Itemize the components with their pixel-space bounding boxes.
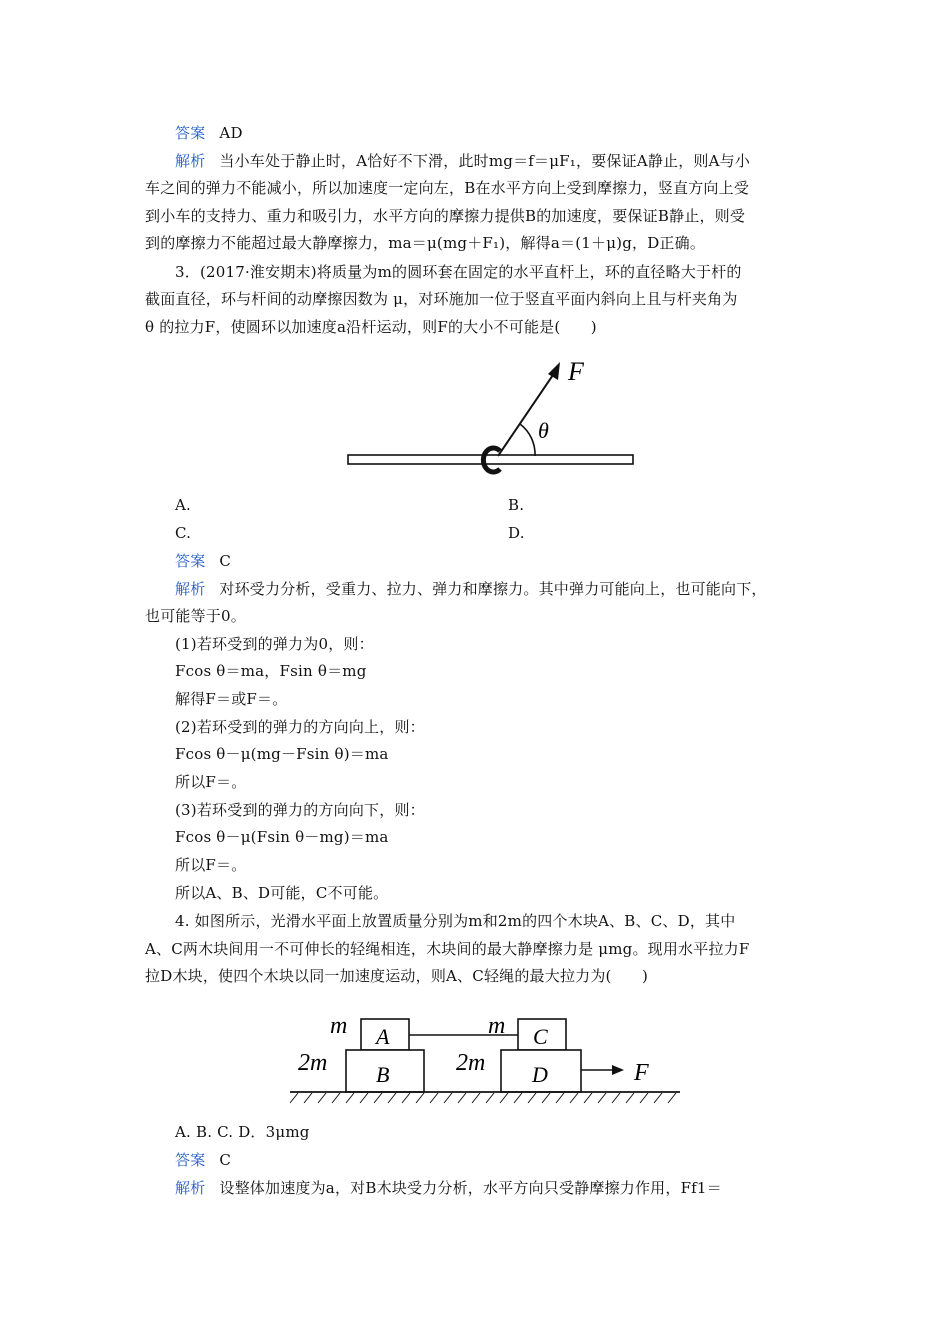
- q3-stem-line-1: 3．(2017·淮安期末)将质量为m的圆环套在固定的水平直杆上，环的直径略大于杆的: [175, 263, 742, 281]
- q3-step-8: Fcos θ－μ(Fsin θ－mg)＝ma: [175, 828, 389, 846]
- q3-figure: [330, 350, 650, 490]
- q3-step-10: 所以A、B、D可能，C不可能。: [175, 884, 389, 902]
- q2-analysis-line-2: 车之间的弹力不能减小，所以加速度一定向左，B在水平方向上受到摩擦力，竖直方向上受: [145, 179, 750, 197]
- q2-answer-line: [175, 123, 825, 143]
- option-d: D.: [508, 524, 525, 542]
- q4-stem-line-2: A、C两木块间用一不可伸长的轻绳相连，木块间的最大静摩擦力是 μmg。现用水平拉力F: [145, 940, 750, 958]
- block-label-b: B: [376, 1062, 390, 1087]
- q4-figure: [290, 1000, 690, 1115]
- q4-analysis-line-1: [175, 1178, 825, 1198]
- block-label-d: D: [532, 1062, 548, 1087]
- analysis-label: 解析: [175, 152, 206, 170]
- q3-step-4: (2)若环受到的弹力的方向向上，则：: [175, 718, 425, 736]
- q3-step-5: Fcos θ－μ(mg－Fsin θ)＝ma: [175, 745, 389, 763]
- pull-force-label: F: [634, 1060, 649, 1086]
- q4-options: A. B. C. D．3μmg: [175, 1123, 310, 1141]
- answer-label: 答案: [175, 124, 206, 142]
- horizontal-rod: [348, 455, 633, 464]
- q3-step-2: Fcos θ＝ma，Fsin θ＝mg: [175, 662, 367, 680]
- q3-step-9: 所以F＝。: [175, 856, 247, 874]
- q3-stem-line-3: θ 的拉力F，使圆环以加速度a沿杆运动，则F的大小不可能是( ): [145, 318, 597, 336]
- angle-arc: [520, 424, 535, 456]
- q2-analysis-line-1: [175, 151, 825, 171]
- angle-label: θ: [538, 418, 549, 443]
- q2-analysis-line-3: 到小车的支持力、重力和吸引力，水平方向的摩擦力提供B的加速度，要保证B静止，则受: [145, 207, 746, 225]
- q4-answer-line: [175, 1150, 825, 1170]
- mass-label-a: m: [330, 1013, 348, 1039]
- q3-analysis-line-1: [175, 579, 825, 599]
- q2-analysis-line-4: 到的摩擦力不能超过最大静摩擦力，ma＝μ(mg＋F₁)，解得a＝(1＋μ)g，D正确。: [145, 234, 706, 252]
- option-b: B.: [508, 496, 525, 514]
- q3-step-7: (3)若环受到的弹力的方向向下，则：: [175, 801, 425, 819]
- answer-label: 答案: [175, 552, 206, 570]
- mass-label-d: 2m: [456, 1050, 486, 1076]
- q3-answer-line: [175, 551, 825, 571]
- q3-analysis-line-2: 也可能等于0。: [145, 607, 246, 625]
- force-arrowhead-icon: [548, 362, 560, 380]
- q4-stem-line-1: 4. 如图所示，光滑水平面上放置质量分别为m和2m的四个木块A、B、C、D，其中: [175, 912, 736, 930]
- q3-stem-line-2: 截面直径，环与杆间的动摩擦因数为 μ，对环施加一位于竖直平面内斜向上且与杆夹角为: [145, 290, 738, 308]
- q3-analysis-text: 对环受力分析，受重力、拉力、弹力和摩擦力。其中弹力可能向上，也可能向下，: [219, 580, 767, 598]
- q4-answer: C: [219, 1151, 232, 1169]
- analysis-label: 解析: [175, 1179, 206, 1197]
- answer-label: 答案: [175, 1151, 206, 1169]
- analysis-label: 解析: [175, 580, 206, 598]
- mass-label-b: 2m: [298, 1050, 328, 1076]
- block-label-c: C: [533, 1024, 548, 1049]
- force-arrow-line: [498, 372, 555, 456]
- option-a: A.: [175, 496, 192, 514]
- q3-step-1: (1)若环受到的弹力为0，则：: [175, 635, 374, 653]
- q4-analysis-text: 设整体加速度为a，对B木块受力分析，水平方向只受静摩擦力作用，Ff1＝: [219, 1179, 722, 1197]
- q3-step-3: 解得F＝或F＝。: [175, 690, 288, 708]
- q3-step-6: 所以F＝。: [175, 773, 247, 791]
- q2-answer: AD: [219, 124, 243, 142]
- mass-label-c: m: [488, 1013, 506, 1039]
- block-label-a: A: [376, 1024, 390, 1049]
- force-label: F: [568, 357, 584, 386]
- ground-hatch: [290, 1093, 676, 1103]
- q3-answer: C: [219, 552, 232, 570]
- q4-stem-line-3: 拉D木块，使四个木块以同一加速度运动，则A、C轻绳的最大拉力为( ): [145, 967, 649, 985]
- pull-force-arrowhead-icon: [612, 1065, 624, 1075]
- option-c: C.: [175, 524, 192, 542]
- q2-analysis-text: 当小车处于静止时，A恰好不下滑，此时mg＝f＝μF₁，要保证A静止，则A与小: [219, 152, 751, 170]
